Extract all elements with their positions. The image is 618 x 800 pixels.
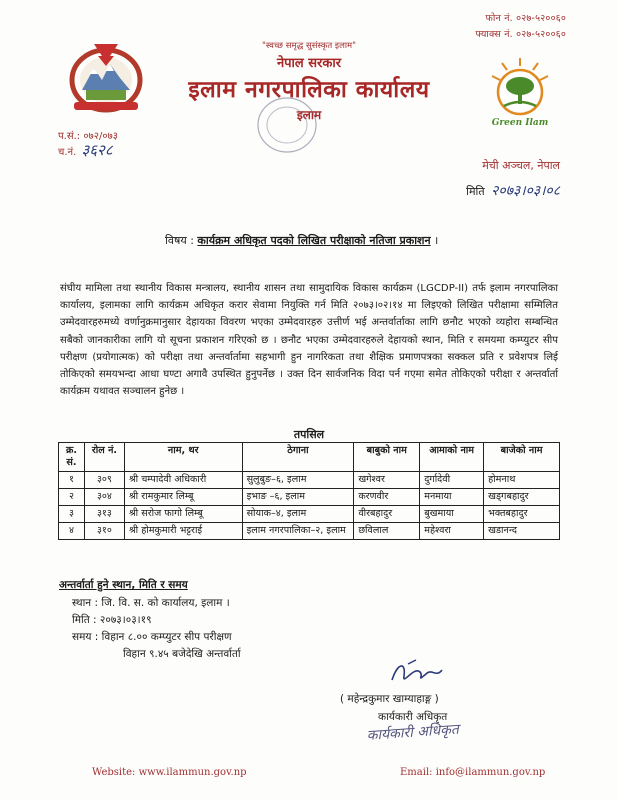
phone-number: फोन नं. ०२७-५२००६० xyxy=(485,13,566,24)
signer-name: ( महेन्द्रकुमार खाम्याहाङ्ग ) xyxy=(340,693,439,705)
cell-address: सुलुबुङ–६, इलाम xyxy=(242,472,354,489)
cell-father: खगेश्वर xyxy=(354,472,420,489)
interview-place: स्थान : जि. वि. स. को कार्यालय, इलाम । xyxy=(72,597,230,609)
designation-stamp: कार्यकारी अधिकृत xyxy=(366,721,460,744)
cell-address: इलाम नगरपालिका–२, इलाम xyxy=(242,523,354,540)
cell-name: श्री रामकुमार लिम्बू xyxy=(124,489,242,506)
cell-grandfather: खडानन्द xyxy=(484,523,560,540)
slogan: "स्वच्छ समृद्ध सुसंस्कृत इलाम" xyxy=(261,41,357,51)
body-paragraph: संघीय मामिला तथा स्थानीय विकास मन्त्रालय, स्थानीय शासन तथा सामुदायिक विकास कार्यक्रम (LGCDP-II) तर्फ इलाम नगरपालिका कार्यालय, इलामका लागि कार्यक्रम अधिकृत करार सेवामा नियुक्ति गर्न मिति २०७३।०२।१४ मा लिइएको लिखित परीक्षामा सम्मिलित उम्मेदवारहरुमध्ये वर्णानुक्रमानुसार देहायका विवरण भएका उम्मेदवारहरु उत्तीर्ण भई अन्तर्वार्ताका लागि छनौट भएको व्यहोरा सम्बन्धित सबैको जानकारीका लागि यो सूचना प्रकाशन गरिएको छ । छनौट भएका उम्मेदवारहरुले देहायको स्थान, मिति र समयमा कम्प्युटर सीप परीक्षण (प्रयोगात्मक) को परीक्षा तथा अन्तर्वार्तामा सहभागी हुन नागरिकता तथा शैक्षिक प्रमाणपत्रका सक्कल प्रति र प्रवेशपत्र लिई तोकिएको समयभन्दा आधा घण्टा अगावै उपस्थित हुनुपर्नेछ । उक्त दिन सार्वजनिक विदा पर्न गएमा समेत तोकिएको परीक्षा र अन्तर्वार्ता कार्यक्रम यथावत सञ्चालन हुनेछ । xyxy=(60,283,558,398)
handwritten-signature-icon xyxy=(386,656,446,690)
table-row xyxy=(59,523,560,540)
table-row xyxy=(59,489,560,506)
office-name: इलाम नगरपालिका कार्यालय xyxy=(188,77,430,103)
signer-title: कार्यकारी अधिकृत xyxy=(378,711,448,723)
cell-roll: ३०४ xyxy=(84,489,124,506)
header-name: नाम, थर xyxy=(124,443,242,472)
cell-roll: ३०९ xyxy=(84,472,124,489)
header-serial: क्र. सं. xyxy=(59,443,85,472)
header-address: ठेगाना xyxy=(242,443,354,472)
subject-label: विषय : xyxy=(165,234,194,247)
cell-grandfather: होमनाथ xyxy=(484,472,560,489)
footer-website: Website: www.ilammun.gov.np xyxy=(92,767,247,778)
cell-father: करणवीर xyxy=(354,489,420,506)
table-title: तपसिल xyxy=(293,428,325,441)
interview-time: समय : विहान ८.०० कम्प्युटर सीप परीक्षण xyxy=(72,631,232,643)
region: मेची अञ्चल, नेपाल xyxy=(482,159,560,172)
interview-heading: अन्तर्वार्ता हुने स्थान, मिति र समय xyxy=(59,579,188,591)
cell-mother: महेश्वरा xyxy=(420,523,484,540)
cell-grandfather: खड्गबहादुर xyxy=(484,489,560,506)
cell-roll: ३१३ xyxy=(84,506,124,523)
cell-father: छविलाल xyxy=(354,523,420,540)
cell-roll: ३१० xyxy=(84,523,124,540)
results-table xyxy=(58,442,560,540)
cell-grandfather: भक्तबहादुर xyxy=(484,506,560,523)
subject-suffix: । xyxy=(434,234,439,247)
cell-address: इभाङ –६, इलाम xyxy=(242,489,354,506)
reference-ps: प.सं.: ०७२/०७३ xyxy=(58,131,118,142)
cell-name: श्री सरोज फागो लिम्बू xyxy=(124,506,242,523)
cell-name: श्री होमकुमारी भट्टराई xyxy=(124,523,242,540)
header-father: बाबुको नाम xyxy=(354,443,420,472)
cell-serial: ४ xyxy=(59,523,85,540)
cn-label: च.नं. xyxy=(58,147,77,158)
cell-mother: दुर्गादेवी xyxy=(420,472,484,489)
cell-serial: १ xyxy=(59,472,85,489)
cell-father: वीरबहादुर xyxy=(354,506,420,523)
cell-address: सोयाक–४, इलाम xyxy=(242,506,354,523)
cell-serial: ३ xyxy=(59,506,85,523)
interview-time-second: विहान ९.४५ बजेदेखि अन्तर्वार्ता xyxy=(123,648,241,660)
table-row xyxy=(59,472,560,489)
subject-text: कार्यक्रम अधिकृत पदको लिखित परीक्षाको नतिजा प्रकाशन xyxy=(197,234,431,247)
green-ilam-label: Green Ilam xyxy=(491,118,549,128)
subject-line xyxy=(165,233,438,248)
table-row xyxy=(59,506,560,523)
fax-number: फ्याक्स नं. ०२७-५२००६० xyxy=(475,29,566,40)
header-grandfather: बाजेको नाम xyxy=(484,443,560,472)
footer-email: Email: info@ilammun.gov.np xyxy=(400,767,546,778)
date-value: २०७३।०३।०८ xyxy=(491,183,560,199)
cell-name: श्री चम्पादेवी अधिकारी xyxy=(124,472,242,489)
letter-date xyxy=(466,181,560,200)
cell-serial: २ xyxy=(59,489,85,506)
header-mother: आमाको नाम xyxy=(420,443,484,472)
interview-date: मिति : २०७३।०३।१९ xyxy=(72,614,152,626)
cell-mother: मनमाया xyxy=(420,489,484,506)
green-ilam-logo-icon xyxy=(480,54,560,120)
office-city: इलाम xyxy=(296,108,322,122)
round-stamp-icon xyxy=(255,95,319,155)
header-roll: रोल नं. xyxy=(84,443,124,472)
cn-value: ३६२८ xyxy=(81,141,113,159)
reference-cn xyxy=(58,140,113,160)
cell-mother: बुखमाया xyxy=(420,506,484,523)
date-label: मिति xyxy=(466,185,485,198)
government-name: नेपाल सरकार xyxy=(276,56,342,71)
table-header-row xyxy=(59,443,560,472)
